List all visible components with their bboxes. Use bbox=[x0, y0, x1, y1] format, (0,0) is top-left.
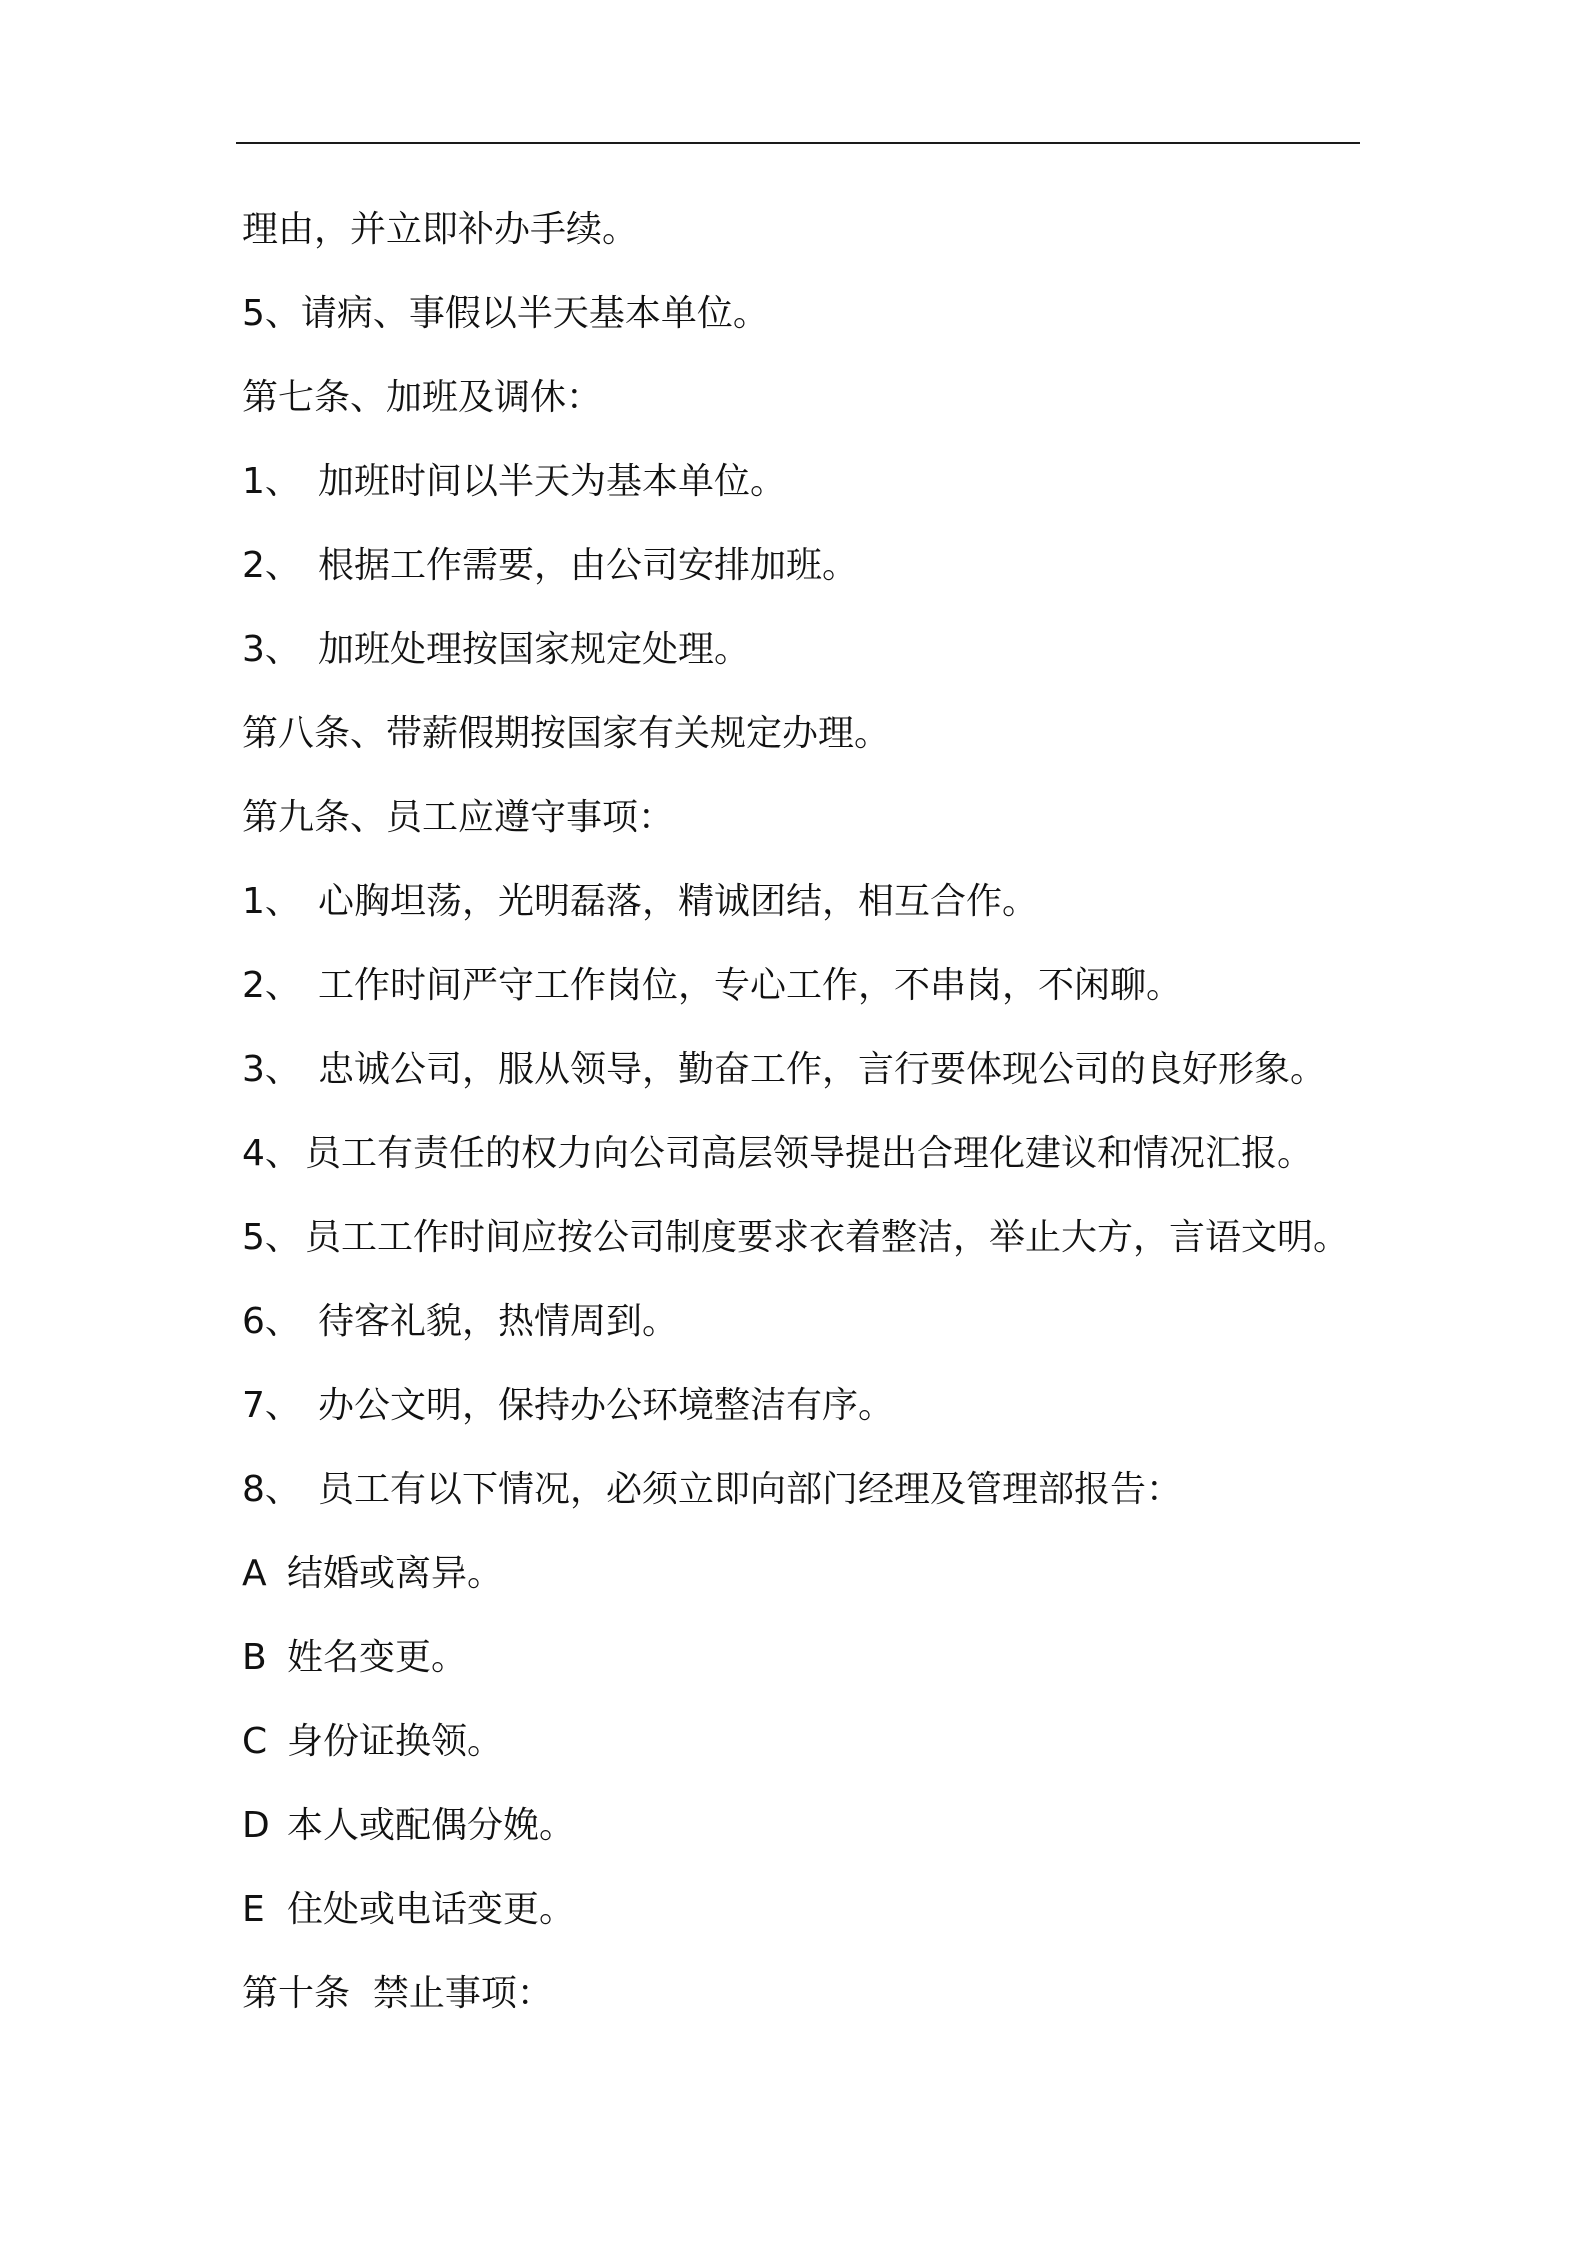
document-body bbox=[242, 200, 1382, 2048]
line-text: 第九条、员工应遵守事项： bbox=[242, 797, 675, 838]
line-text: 结婚或离异。 bbox=[287, 1553, 504, 1594]
list-marker: E bbox=[242, 1889, 265, 1930]
list-item bbox=[242, 1460, 1382, 1544]
list-item bbox=[242, 536, 1382, 620]
line-text: 忠诚公司，服从领导，勤奋工作，言行要体现公司的良好形象。 bbox=[318, 1049, 1327, 1090]
line-text: 员工有以下情况，必须立即向部门经理及管理部报告： bbox=[318, 1469, 1183, 1510]
line-text: 根据工作需要，由公司安排加班。 bbox=[318, 545, 859, 586]
article-heading bbox=[242, 368, 1382, 452]
line-text: 加班时间以半天为基本单位。 bbox=[318, 461, 787, 502]
line-text: 本人或配偶分娩。 bbox=[287, 1805, 576, 1846]
line-text: 住处或电话变更。 bbox=[287, 1889, 576, 1930]
line-text: 身份证换领。 bbox=[287, 1721, 504, 1762]
line-text: 第八条、带薪假期按国家有关规定办理。 bbox=[242, 713, 891, 754]
line-text: 姓名变更。 bbox=[287, 1637, 468, 1678]
list-marker: 1、 bbox=[242, 881, 301, 922]
list-item bbox=[242, 1208, 1382, 1292]
article-heading bbox=[242, 1964, 1382, 2048]
sub-list-item bbox=[242, 1628, 1382, 1712]
list-item bbox=[242, 1040, 1382, 1124]
list-marker: 3、 bbox=[242, 629, 301, 670]
line-text: 心胸坦荡，光明磊落，精诚团结，相互合作。 bbox=[318, 881, 1039, 922]
line-text: 第七条、加班及调休： bbox=[242, 377, 603, 418]
list-marker: D bbox=[242, 1805, 270, 1846]
line-text: 待客礼貌，热情周到。 bbox=[318, 1301, 679, 1342]
list-marker: A bbox=[242, 1553, 267, 1594]
header-rule bbox=[236, 142, 1360, 144]
list-marker: 1、 bbox=[242, 461, 301, 502]
paragraph-line bbox=[242, 200, 1382, 284]
sub-list-item bbox=[242, 1544, 1382, 1628]
list-marker: 8、 bbox=[242, 1469, 301, 1510]
sub-list-item bbox=[242, 1796, 1382, 1880]
list-item bbox=[242, 956, 1382, 1040]
line-text: 第十条 禁止事项： bbox=[242, 1973, 553, 2014]
list-marker: 4、 bbox=[242, 1133, 301, 1174]
list-marker: 5、 bbox=[242, 1217, 301, 1258]
list-marker: B bbox=[242, 1637, 267, 1678]
line-text: 5、请病、事假以半天基本单位。 bbox=[242, 293, 769, 334]
list-item bbox=[242, 872, 1382, 956]
list-marker: 7、 bbox=[242, 1385, 301, 1426]
list-marker: C bbox=[242, 1721, 268, 1762]
sub-list-item bbox=[242, 1880, 1382, 1964]
sub-list-item bbox=[242, 1712, 1382, 1796]
line-text: 办公文明，保持办公环境整洁有序。 bbox=[318, 1385, 895, 1426]
list-marker: 3、 bbox=[242, 1049, 301, 1090]
line-text: 理由，并立即补办手续。 bbox=[242, 209, 639, 250]
article-heading bbox=[242, 704, 1382, 788]
line-text: 员工有责任的权力向公司高层领导提出合理化建议和情况汇报。 bbox=[305, 1133, 1314, 1174]
line-text: 加班处理按国家规定处理。 bbox=[318, 629, 751, 670]
list-item bbox=[242, 1292, 1382, 1376]
list-item bbox=[242, 620, 1382, 704]
paragraph-line bbox=[242, 284, 1382, 368]
list-marker: 2、 bbox=[242, 965, 301, 1006]
line-text: 工作时间严守工作岗位，专心工作，不串岗，不闲聊。 bbox=[318, 965, 1183, 1006]
list-marker: 6、 bbox=[242, 1301, 301, 1342]
list-item bbox=[242, 452, 1382, 536]
list-marker: 2、 bbox=[242, 545, 301, 586]
line-text: 员工工作时间应按公司制度要求衣着整洁，举止大方，言语文明。 bbox=[305, 1217, 1350, 1258]
article-heading bbox=[242, 788, 1382, 872]
list-item bbox=[242, 1124, 1382, 1208]
list-item bbox=[242, 1376, 1382, 1460]
